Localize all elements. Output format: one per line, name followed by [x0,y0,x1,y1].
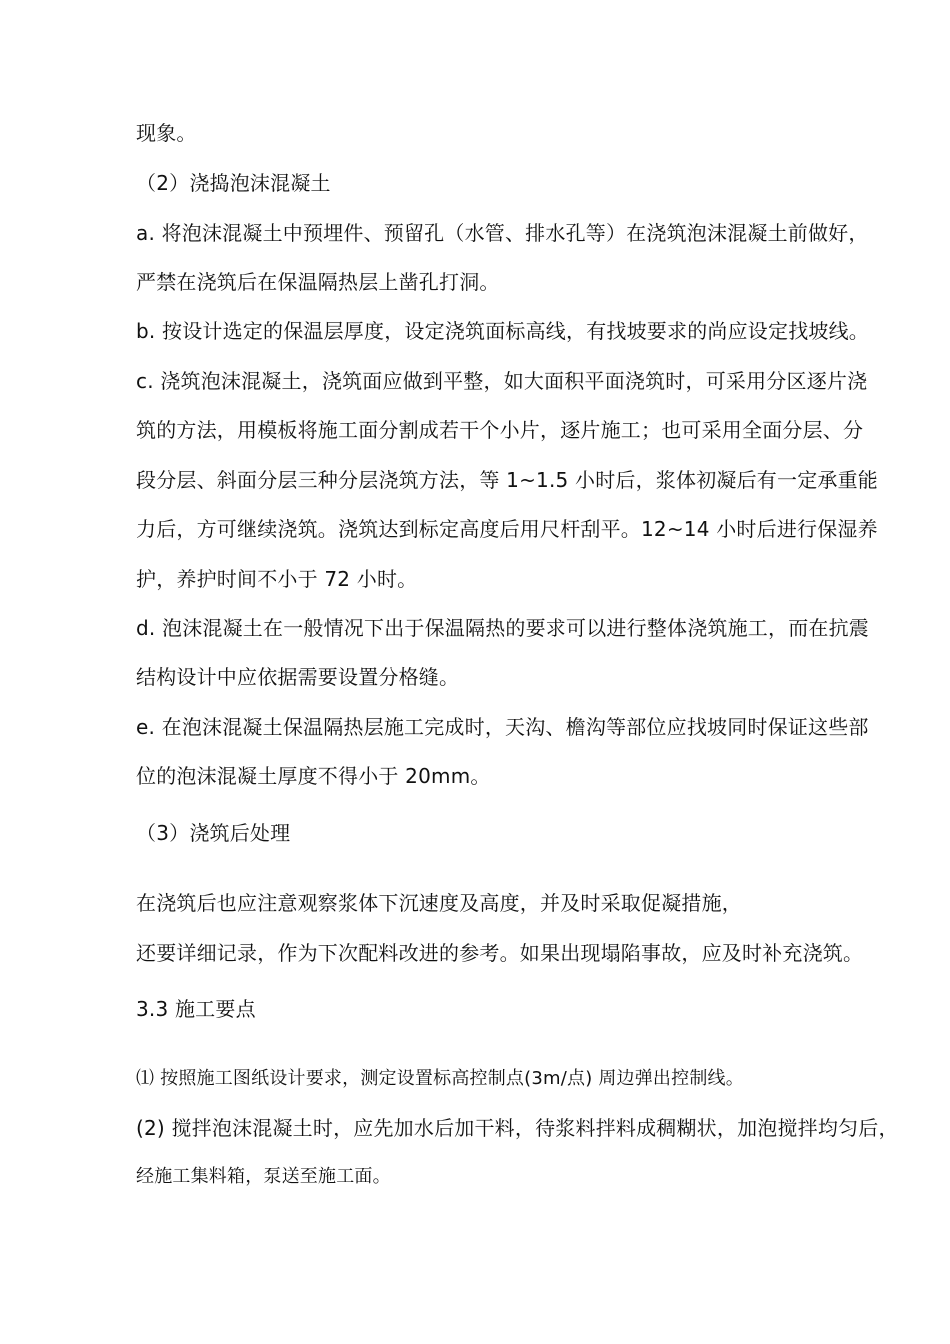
text-line-point2a: (2) 搅拌泡沫混凝土时，应先加水后加干料，待浆料拌料成稠糊状，加泡搅拌均匀后， [136,1116,899,1140]
text-line-d1: d. 泡沫混凝土在一般情况下出于保温隔热的要求可以进行整体浇筑施工，而在抗震 [136,616,870,640]
text-line-b: b. 按设计选定的保温层厚度，设定浇筑面标高线，有找坡要求的尚应设定找坡线。 [136,319,870,343]
text-line-c3: 段分层、斜面分层三种分层浇筑方法，等 1~1.5 小时后，浆体初凝后有一定承重能 [136,468,879,492]
text-line-e2: 位的泡沫混凝土厚度不得小于 20mm。 [136,764,491,788]
text-line-c5: 护，养护时间不小于 72 小时。 [136,567,418,591]
text-line-d2: 结构设计中应依据需要设置分格缝。 [136,665,460,689]
section-heading-construction-points: 3.3 施工要点 [136,997,256,1021]
text-line-a1: a. 将泡沫混凝土中预埋件、预留孔（水管、排水孔等）在浇筑泡沫混凝土前做好， [136,221,869,245]
section-heading-pouring: （2）浇捣泡沫混凝土 [136,171,331,195]
text-line-c1: c. 浇筑泡沫混凝土，浇筑面应做到平整，如大面积平面浇筑时，可采用分区逐片浇 [136,369,868,393]
text-line-post2: 还要详细记录，作为下次配料改进的参考。如果出现塌陷事故，应及时补充浇筑。 [136,941,864,965]
text-line-e1: e. 在泡沫混凝土保温隔热层施工完成时，天沟、檐沟等部位应找坡同时保证这些部 [136,715,869,739]
section-heading-post-pouring: （3）浇筑后处理 [136,821,291,845]
text-line-c2: 筑的方法，用模板将施工面分割成若干个小片，逐片施工；也可采用全面分层、分 [136,418,864,442]
text-line-point1: ⑴ 按照施工图纸设计要求，测定设置标高控制点(3m/点) 周边弹出控制线。 [136,1068,744,1089]
text-line-a2: 严禁在浇筑后在保温隔热层上凿孔打洞。 [136,270,500,294]
text-line-1: 现象。 [136,121,197,145]
text-line-post1: 在浇筑后也应注意观察浆体下沉速度及高度，并及时采取促凝措施， [136,891,742,915]
text-line-point2b: 经施工集料箱，泵送至施工面。 [136,1166,391,1187]
text-line-c4: 力后，方可继续浇筑。浇筑达到标定高度后用尺杆刮平。12~14 小时后进行保湿养 [136,517,878,541]
